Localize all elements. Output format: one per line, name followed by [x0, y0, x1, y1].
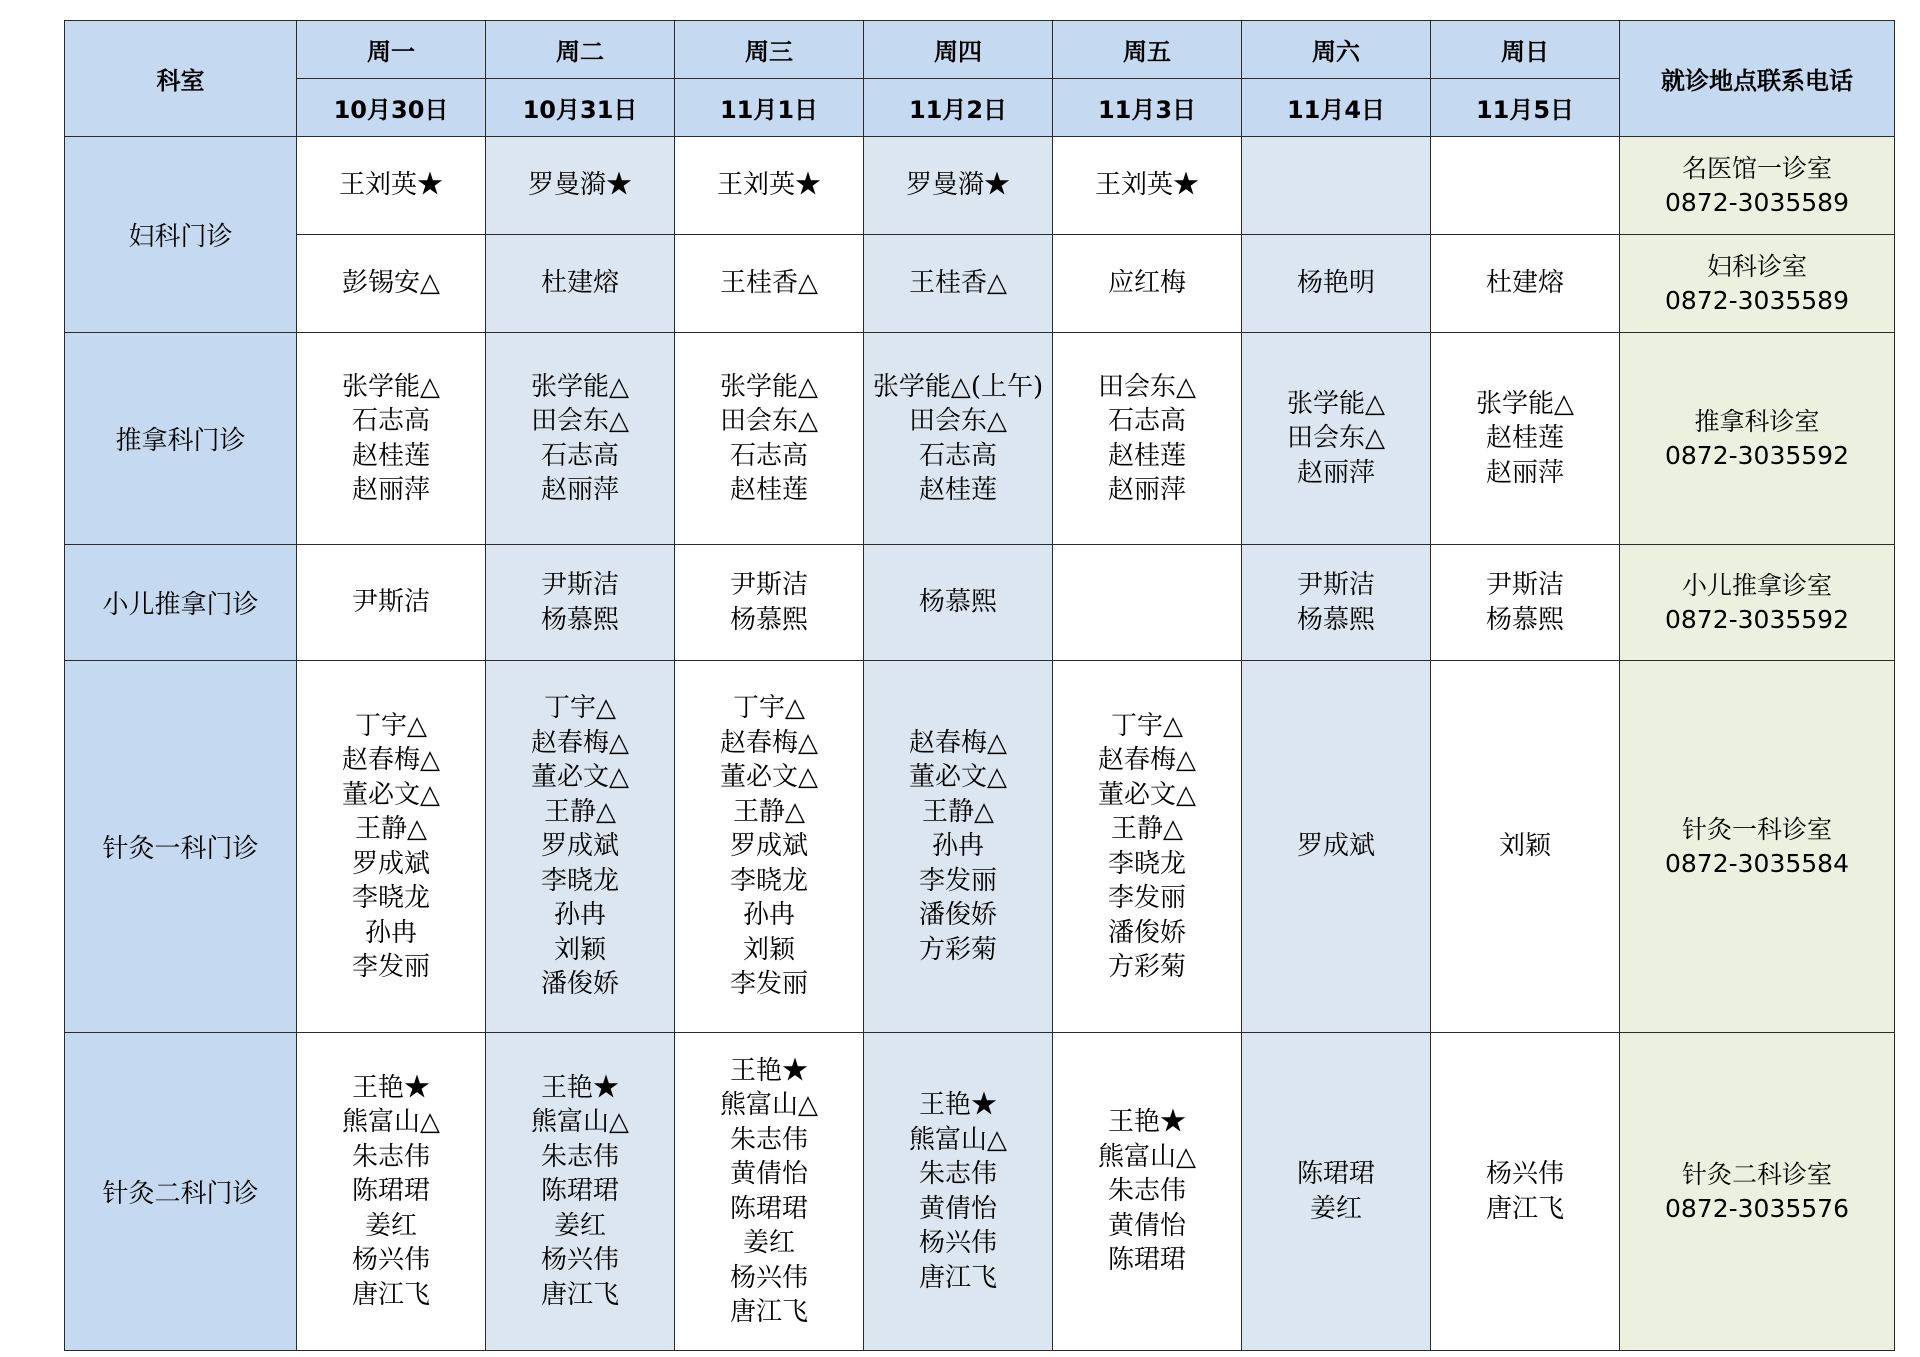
doctor-name: 尹斯洁: [351, 587, 430, 618]
doctor-name: 王艳★: [918, 1090, 997, 1120]
schedule-cell: [486, 661, 675, 1033]
doctor-name: 赵丽萍: [1107, 475, 1186, 505]
table-body: [65, 137, 1895, 1351]
doctor-name: 杨兴伟: [918, 1228, 997, 1258]
doctor-name: 王艳★: [540, 1072, 619, 1103]
department-name: 针灸一科门诊: [65, 661, 297, 1033]
doctor-name: 尹斯洁: [540, 570, 619, 600]
schedule-cell: [1053, 235, 1242, 333]
doctor-name: 黄倩怡: [918, 1193, 997, 1224]
doctor-name: 王艳★: [729, 1055, 808, 1086]
doctor-name: 潘俊娇: [1107, 917, 1186, 948]
schedule-cell: [486, 1033, 675, 1351]
location-cell: [1620, 333, 1895, 545]
schedule-cell: [864, 235, 1053, 333]
table-row: [65, 235, 1895, 333]
doctor-name: 应红梅: [1107, 268, 1186, 299]
doctor-name: 王静△: [544, 796, 616, 827]
weekday-header: 周六: [1242, 21, 1431, 79]
location-room: 妇科诊室: [1706, 251, 1807, 281]
doctor-name: 丁宇△: [733, 693, 805, 724]
doctor-name: 王刘英★: [716, 170, 821, 201]
doctor-name: 丁宇△: [544, 693, 616, 724]
doctor-name: 姜红: [553, 1210, 606, 1241]
doctor-name: 石志高: [918, 440, 997, 471]
doctor-name: 田会东△: [909, 406, 1007, 436]
doctor-name: 孙冉: [742, 900, 795, 931]
date-header: 11月5日: [1431, 79, 1620, 137]
doctor-name: 赵桂莲: [1107, 440, 1186, 471]
doctor-name: 熊富山△: [531, 1107, 629, 1138]
doctor-name: 李发丽: [918, 865, 997, 896]
table-row: [65, 1033, 1895, 1351]
location-room: 针灸二科诊室: [1681, 1159, 1832, 1189]
doctor-name: 罗成斌: [351, 848, 430, 879]
location-room: 小儿推拿诊室: [1681, 570, 1832, 600]
doctor-name: 石志高: [1107, 406, 1186, 436]
schedule-cell: [675, 333, 864, 545]
doctor-name: 姜红: [1309, 1193, 1362, 1224]
location-cell: [1620, 1033, 1895, 1351]
doctor-name: 李晓龙: [540, 865, 619, 896]
doctor-name: 张学能△(上午): [872, 371, 1044, 402]
location-room: 名医馆一诊室: [1681, 153, 1832, 183]
doctor-name: 赵丽萍: [351, 475, 430, 505]
schedule-cell: [486, 235, 675, 333]
doctor-name: 董必文△: [909, 762, 1007, 793]
doctor-name: 刘颖: [742, 934, 795, 965]
schedule-cell: [297, 137, 486, 235]
doctor-name: 潘俊娇: [918, 900, 997, 931]
schedule-cell: [675, 661, 864, 1033]
schedule-cell: [1431, 545, 1620, 661]
doctor-name: 刘颖: [1498, 831, 1551, 862]
doctor-name: 赵丽萍: [540, 475, 619, 505]
doctor-name: 唐江飞: [351, 1279, 430, 1310]
doctor-name: 石志高: [351, 406, 430, 436]
doctor-name: 熊富山△: [1098, 1141, 1196, 1172]
doctor-name: 杨慕熙: [918, 587, 997, 618]
schedule-cell: [1431, 661, 1620, 1033]
schedule-cell: [1053, 545, 1242, 661]
doctor-name: 刘颖: [553, 934, 606, 965]
schedule-cell: [864, 1033, 1053, 1351]
location-phone: 0872-3035592: [1665, 440, 1849, 470]
doctor-name: 张学能△: [1287, 388, 1385, 419]
doctor-name: 方彩菊: [1107, 952, 1186, 982]
doctor-name: 尹斯洁: [1485, 570, 1564, 600]
header-row-weekday: [65, 21, 1895, 79]
doctor-name: 李发丽: [729, 969, 808, 1000]
table-header: [65, 21, 1895, 137]
department-name: 针灸二科门诊: [65, 1033, 297, 1351]
doctor-name: 赵桂莲: [918, 475, 997, 505]
schedule-cell: [675, 1033, 864, 1351]
doctor-name: 朱志伟: [540, 1141, 619, 1172]
schedule-cell: [1242, 235, 1431, 333]
doctor-name: 田会东△: [531, 406, 629, 436]
schedule-cell: [1053, 333, 1242, 545]
doctor-name: 张学能△: [531, 371, 629, 402]
schedule-cell: [1242, 545, 1431, 661]
weekday-header: 周二: [486, 21, 675, 79]
doctor-name: 唐江飞: [729, 1297, 808, 1327]
location-room: 推拿科诊室: [1694, 406, 1820, 436]
doctor-name: 王刘英★: [1094, 170, 1199, 201]
location-cell: [1620, 137, 1895, 235]
doctor-name: 石志高: [729, 440, 808, 471]
doctor-name: 陈珺珺: [729, 1193, 808, 1224]
date-header: 11月4日: [1242, 79, 1431, 137]
date-header: 11月2日: [864, 79, 1053, 137]
doctor-name: 赵桂莲: [351, 440, 430, 471]
location-phone: 0872-3035584: [1665, 848, 1849, 878]
doctor-name: 王桂香△: [720, 268, 818, 299]
schedule-cell: [864, 661, 1053, 1033]
schedule-cell: [297, 1033, 486, 1351]
schedule-cell: [1242, 333, 1431, 545]
doctor-name: 唐江飞: [540, 1279, 619, 1310]
doctor-name: 王艳★: [351, 1072, 430, 1103]
schedule-cell: [486, 333, 675, 545]
doctor-name: 张学能△: [1476, 388, 1574, 419]
schedule-cell: [864, 545, 1053, 661]
doctor-name: 尹斯洁: [1296, 570, 1375, 600]
schedule-cell: [1242, 137, 1431, 235]
table-row: [65, 137, 1895, 235]
date-header: 11月3日: [1053, 79, 1242, 137]
location-phone: 0872-3035576: [1665, 1193, 1849, 1223]
doctor-name: 朱志伟: [351, 1141, 430, 1172]
doctor-name: 赵春梅△: [531, 727, 629, 758]
doctor-name: 赵春梅△: [909, 727, 1007, 758]
schedule-cell: [864, 333, 1053, 545]
location-room: 针灸一科诊室: [1681, 814, 1832, 844]
location-cell: [1620, 235, 1895, 333]
doctor-name: 赵春梅△: [342, 745, 440, 775]
weekday-header: 周三: [675, 21, 864, 79]
doctor-name: 熊富山△: [720, 1090, 818, 1120]
schedule-cell: [1053, 1033, 1242, 1351]
doctor-name: 赵丽萍: [1485, 457, 1564, 488]
doctor-name: 罗成斌: [729, 831, 808, 862]
doctor-name: 杨兴伟: [729, 1262, 808, 1293]
doctor-name: 陈珺珺: [1296, 1159, 1375, 1189]
doctor-name: 陈珺珺: [540, 1176, 619, 1207]
doctor-name: 黄倩怡: [729, 1159, 808, 1189]
schedule-cell: [1431, 333, 1620, 545]
schedule-cell: [1242, 661, 1431, 1033]
doctor-name: 李晓龙: [1107, 848, 1186, 879]
doctor-name: 王静△: [355, 814, 427, 844]
doctor-name: 唐江飞: [918, 1262, 997, 1293]
doctor-name: 朱志伟: [918, 1159, 997, 1189]
doctor-name: 张学能△: [720, 371, 818, 402]
schedule-cell: [1242, 1033, 1431, 1351]
date-header: 10月30日: [297, 79, 486, 137]
doctor-name: 潘俊娇: [540, 969, 619, 1000]
weekday-header: 周五: [1053, 21, 1242, 79]
table-row: [65, 545, 1895, 661]
schedule-cell: [297, 545, 486, 661]
doctor-name: 杨兴伟: [1485, 1159, 1564, 1189]
doctor-name: 朱志伟: [729, 1124, 808, 1155]
doctor-name: 熊富山△: [909, 1124, 1007, 1155]
doctor-name: 石志高: [540, 440, 619, 471]
schedule-cell: [675, 545, 864, 661]
doctor-name: 孙冉: [364, 917, 417, 948]
schedule-cell: [297, 235, 486, 333]
schedule-cell: [675, 137, 864, 235]
schedule-cell: [864, 137, 1053, 235]
doctor-name: 赵桂莲: [729, 475, 808, 505]
doctor-name: 陈珺珺: [1107, 1245, 1186, 1276]
table-row: [65, 661, 1895, 1033]
doctor-name: 李晓龙: [351, 883, 430, 913]
weekday-header: 周日: [1431, 21, 1620, 79]
date-header: 11月1日: [675, 79, 864, 137]
doctor-name: 黄倩怡: [1107, 1210, 1186, 1241]
doctor-name: 李发丽: [351, 952, 430, 982]
doctor-name: 罗曼漪★: [527, 170, 632, 201]
doctor-name: 王静△: [1111, 814, 1183, 844]
location-header: 就诊地点联系电话: [1620, 21, 1895, 137]
doctor-name: 赵春梅△: [1098, 745, 1196, 775]
doctor-name: 方彩菊: [918, 934, 997, 965]
doctor-name: 姜红: [742, 1228, 795, 1258]
schedule-cell: [297, 661, 486, 1033]
doctor-name: 田会东△: [1098, 371, 1196, 402]
table-row: [65, 333, 1895, 545]
doctor-name: 朱志伟: [1107, 1176, 1186, 1207]
location-phone: 0872-3035589: [1665, 187, 1849, 217]
schedule-cell: [486, 137, 675, 235]
location-phone: 0872-3035592: [1665, 604, 1849, 634]
schedule-cell: [1053, 661, 1242, 1033]
doctor-name: 杨慕熙: [540, 604, 619, 635]
doctor-name: 丁宇△: [355, 710, 427, 741]
doctor-name: 姜红: [364, 1210, 417, 1241]
doctor-name: 罗曼漪★: [905, 170, 1010, 201]
doctor-name: 王桂香△: [909, 268, 1007, 299]
doctor-name: 王静△: [733, 796, 805, 827]
doctor-name: 董必文△: [720, 762, 818, 793]
doctor-name: 熊富山△: [342, 1107, 440, 1138]
doctor-name: 孙冉: [931, 831, 984, 862]
doctor-name: 罗成斌: [1296, 831, 1375, 862]
doctor-name: 唐江飞: [1485, 1193, 1564, 1224]
doctor-name: 杜建熔: [540, 268, 619, 299]
doctor-name: 彭锡安△: [342, 268, 440, 299]
weekday-header: 周四: [864, 21, 1053, 79]
doctor-name: 杜建熔: [1485, 268, 1564, 299]
doctor-name: 田会东△: [1287, 423, 1385, 454]
schedule-cell: [1431, 235, 1620, 333]
doctor-name: 张学能△: [342, 371, 440, 402]
location-cell: [1620, 545, 1895, 661]
doctor-name: 罗成斌: [540, 831, 619, 862]
doctor-name: 赵丽萍: [1296, 457, 1375, 488]
doctor-name: 杨慕熙: [729, 604, 808, 635]
doctor-name: 赵桂莲: [1485, 423, 1564, 454]
doctor-name: 董必文△: [1098, 779, 1196, 810]
weekday-header: 周一: [297, 21, 486, 79]
location-phone: 0872-3035589: [1665, 285, 1849, 315]
schedule-cell: [297, 333, 486, 545]
doctor-name: 杨慕熙: [1296, 604, 1375, 635]
schedule-cell: [675, 235, 864, 333]
doctor-name: 陈珺珺: [351, 1176, 430, 1207]
doctor-name: 王刘英★: [338, 170, 443, 201]
date-header: 10月31日: [486, 79, 675, 137]
doctor-name: 王静△: [922, 796, 994, 827]
schedule-cell: [1053, 137, 1242, 235]
doctor-name: 田会东△: [720, 406, 818, 436]
department-header: 科室: [65, 21, 297, 137]
doctor-name: 杨兴伟: [540, 1245, 619, 1276]
doctor-name: 董必文△: [531, 762, 629, 793]
doctor-name: 丁宇△: [1111, 710, 1183, 741]
doctor-name: 董必文△: [342, 779, 440, 810]
doctor-name: 尹斯洁: [729, 570, 808, 600]
department-name: 妇科门诊: [65, 137, 297, 333]
department-name: 推拿科门诊: [65, 333, 297, 545]
location-cell: [1620, 661, 1895, 1033]
doctor-name: 杨艳明: [1296, 268, 1375, 299]
doctor-name: 杨慕熙: [1485, 604, 1564, 635]
doctor-name: 赵春梅△: [720, 727, 818, 758]
doctor-name: 李晓龙: [729, 865, 808, 896]
doctor-name: 孙冉: [553, 900, 606, 931]
duty-schedule-table: [64, 20, 1895, 1351]
schedule-cell: [1431, 137, 1620, 235]
schedule-cell: [1431, 1033, 1620, 1351]
department-name: 小儿推拿门诊: [65, 545, 297, 661]
doctor-name: 李发丽: [1107, 883, 1186, 913]
doctor-name: 王艳★: [1107, 1107, 1186, 1138]
doctor-name: 杨兴伟: [351, 1245, 430, 1276]
schedule-cell: [486, 545, 675, 661]
